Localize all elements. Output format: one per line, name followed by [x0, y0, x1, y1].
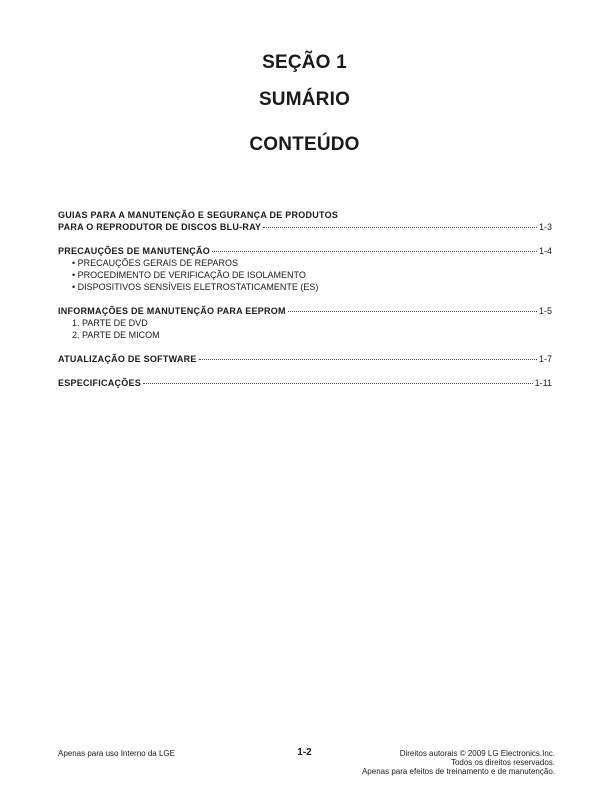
section-heading: SEÇÃO 1	[262, 52, 347, 73]
list-item: • DISPOSITIVOS SENSÍVEIS ELETROSTATICAMENTE (ES)	[72, 282, 319, 292]
dot-leader	[143, 383, 533, 384]
toc-title: ATUALIZAÇÃO DE SOFTWARE	[58, 354, 197, 364]
toc-title: PRECAUÇÕES DE MANUTENÇÃO	[58, 246, 211, 256]
toc-title: PARA O REPRODUTOR DE DISCOS BLU-RAY	[58, 222, 262, 232]
toc-entry-guides-line1: GUIAS PARA A MANUTENÇÃO E SEGURANÇA DE PRODUTOS	[58, 210, 339, 220]
toc-page-number: 1-4	[538, 246, 552, 256]
footer-page-number: 1-2	[297, 747, 312, 758]
footer-copyright	[362, 749, 555, 776]
list-item: • PROCEDIMENTO DE VERIFICAÇÃO DE ISOLAMENTO	[72, 270, 306, 280]
list-item: 1. PARTE DE DVD	[72, 318, 148, 328]
dot-leader	[212, 251, 537, 252]
training-line: Apenas para efeitos de treinamento e de manutenção.	[361, 767, 555, 776]
dot-leader	[199, 359, 537, 360]
toc-entry-software[interactable]	[58, 353, 552, 365]
toc-page-number: 1-5	[538, 306, 552, 316]
toc-page-number: 1-7	[538, 354, 552, 364]
dot-leader	[288, 311, 537, 312]
toc-title: INFORMAÇÕES DE MANUTENÇÃO PARA EEPROM	[58, 306, 286, 316]
toc-entry-guides[interactable]	[58, 221, 552, 233]
copyright-line: Direitos autorais © 2009 LG Electronics.Inc.	[399, 749, 555, 758]
toc-entry-specs[interactable]	[58, 377, 552, 389]
dot-leader	[263, 227, 537, 228]
toc-page-number: 1-3	[538, 222, 552, 232]
precautions-sublist	[58, 257, 552, 293]
table-of-contents	[58, 209, 552, 389]
summary-heading: SUMÁRIO	[258, 89, 351, 110]
rights-line: Todos os direitos reservados.	[450, 758, 555, 767]
list-item: • PRECAUÇÕES GERAIS DE REPAROS	[72, 258, 239, 268]
toc-page-number: 1-11	[534, 378, 552, 388]
toc-title: ESPECIFICAÇÕES	[58, 378, 142, 388]
list-item: 2. PARTE DE MICOM	[72, 330, 160, 340]
toc-entry-precautions[interactable]	[58, 245, 552, 257]
contents-heading: CONTEÚDO	[249, 134, 360, 155]
toc-entry-eeprom[interactable]	[58, 305, 552, 317]
footer-internal-use: Apenas para uso Interno da LGE	[58, 749, 175, 758]
eeprom-sublist	[58, 317, 552, 341]
